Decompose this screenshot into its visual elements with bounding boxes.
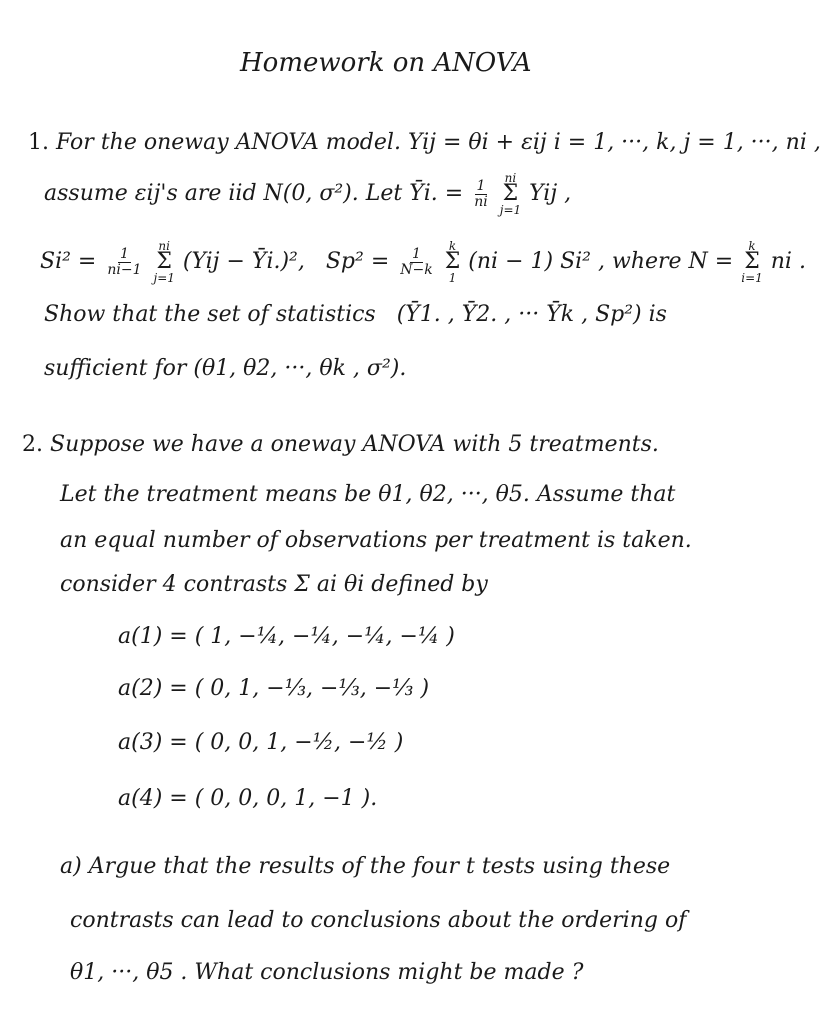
- ybar-rhs: Yij ,: [529, 181, 572, 206]
- problem-2-line-2: Let the treatment means be θ1, θ2, ···, θ5. Assume that: [60, 482, 676, 507]
- problem-2-line-1: [22, 430, 659, 460]
- where-rhs: ni .: [770, 249, 806, 274]
- contrast-4-rhs: ( 0, 0, 0, 1, −1 ).: [194, 786, 378, 811]
- sum-over-j: ni Σ j=1: [499, 171, 522, 217]
- sum-over-j-si: ni Σ j=1: [153, 239, 175, 285]
- contrast-2-rhs: ( 0, 1, −⅓, −⅓, −⅓ ): [194, 676, 430, 701]
- part-a-line-3: θ1, ···, θ5 . What conclusions might be made ?: [70, 960, 584, 985]
- where-text: where N =: [612, 249, 734, 274]
- problem-1-line-4: [44, 300, 667, 330]
- problem-1-line-5: [44, 354, 406, 384]
- sum-over-i-n: k Σ i=1: [741, 239, 763, 285]
- assumption-text: assume εij's are iid N(0, σ²). Let: [44, 181, 403, 206]
- si2-lhs: Si² =: [40, 249, 97, 274]
- statistics-tuple: (Ȳ1. , Ȳ2. , ··· Ȳk , Sp²) is: [396, 302, 667, 327]
- show-that-text: Show that the set of statistics: [44, 302, 376, 327]
- fraction-one-over-n-minus-k: $\frac{1}{N-k}$: [400, 245, 433, 278]
- contrast-3-rhs: ( 0, 0, 1, −½, −½ ): [194, 730, 404, 755]
- problem-2-intro: Suppose we have a oneway ANOVA with 5 treatments.: [50, 432, 659, 457]
- contrast-3: [118, 728, 403, 758]
- model-equation: Yij = θi + εij: [407, 130, 547, 155]
- contrast-4-lhs: a(4) =: [118, 786, 188, 811]
- part-a-line-1: [60, 852, 670, 882]
- problem-2-line-3: an equal number of observations per treatment is taken.: [60, 528, 692, 553]
- problem-1-line-3: [40, 240, 806, 284]
- contrast-2-lhs: a(2) =: [118, 676, 188, 701]
- contrast-1-rhs: ( 1, −¼, −¼, −¼, −¼ ): [194, 624, 455, 649]
- si2-rhs: (Yij − Ȳi.)²,: [182, 249, 305, 274]
- problem-1-line-1: [28, 128, 821, 158]
- part-a-text-1: Argue that the results of the four t tests using these: [88, 854, 671, 879]
- fraction-one-over-ni-minus-1: $\frac{1}{ni-1}$: [107, 245, 142, 278]
- part-a-label: a): [60, 854, 82, 879]
- problem-2-number: 2.: [22, 432, 43, 457]
- model-indices: i = 1, ···, k, j = 1, ···, ni ,: [553, 130, 821, 155]
- part-a-line-2: contrasts can lead to conclusions about the ordering of: [70, 908, 687, 933]
- contrast-3-lhs: a(3) =: [118, 730, 188, 755]
- fraction-one-over-ni: $\frac{1}{ni}$: [474, 177, 488, 210]
- contrast-2: [118, 674, 429, 704]
- contrast-1-lhs: a(1) =: [118, 624, 188, 649]
- contrast-1: [118, 622, 455, 652]
- sum-over-i: k Σ 1: [444, 239, 461, 285]
- sufficient-text: sufficient for (θ1, θ2, ···, θk , σ²).: [44, 356, 407, 381]
- problem-1-intro: For the oneway ANOVA model.: [56, 130, 401, 155]
- page-title: Homework on ANOVA: [240, 48, 532, 78]
- problem-1-number: 1.: [28, 130, 49, 155]
- sp2-lhs: Sp² =: [325, 249, 390, 274]
- sp2-rhs: (ni − 1) Si² ,: [468, 249, 605, 274]
- ybar-lhs: Ȳi. =: [409, 181, 464, 206]
- contrast-4: [118, 784, 377, 814]
- problem-1-line-2: [44, 172, 571, 216]
- problem-2-line-4: consider 4 contrasts Σ ai θi defined by: [60, 572, 488, 597]
